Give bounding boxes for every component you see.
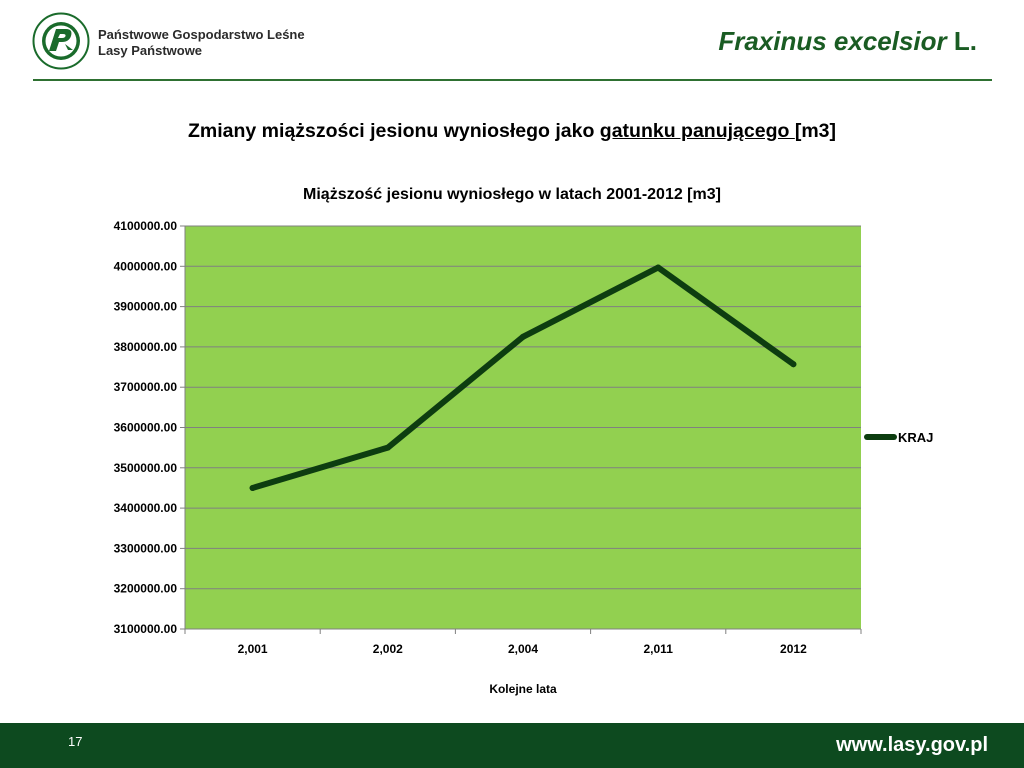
organization-name-line2: Lasy Państwowe bbox=[98, 43, 203, 58]
data-point bbox=[385, 445, 391, 451]
footer-bar bbox=[0, 723, 1024, 768]
x-tick-label: 2012 bbox=[780, 642, 807, 656]
y-tick-label: 3800000.00 bbox=[113, 339, 177, 354]
y-tick-label: 3500000.00 bbox=[113, 460, 177, 475]
x-tick-label: 2,004 bbox=[507, 642, 539, 656]
x-tick-label: 2,002 bbox=[372, 642, 403, 656]
species-latin-name: Fraxinus excelsior bbox=[718, 26, 947, 56]
y-tick-label: 3200000.00 bbox=[113, 581, 177, 596]
data-point bbox=[520, 334, 526, 340]
slide-title-underlined: gatunku panującego bbox=[599, 120, 795, 142]
page-number: 17 bbox=[68, 734, 83, 749]
x-tick-label: 2,001 bbox=[237, 642, 268, 656]
slide-title-unit: [m3] bbox=[794, 120, 836, 142]
y-tick-label: 3900000.00 bbox=[113, 299, 177, 314]
website-link[interactable]: www.lasy.gov.pl bbox=[836, 734, 988, 756]
x-axis-label: Kolejne lata bbox=[489, 682, 557, 696]
y-tick-label: 3400000.00 bbox=[113, 501, 177, 516]
data-point bbox=[790, 361, 796, 367]
data-point bbox=[655, 265, 661, 271]
x-tick-label: 2,011 bbox=[643, 642, 673, 656]
y-tick-label: 4000000.00 bbox=[113, 259, 177, 274]
legend-label: KRAJ bbox=[898, 430, 934, 445]
y-tick-label: 3600000.00 bbox=[113, 420, 177, 435]
slide-title-main: Zmiany miąższości jesionu wyniosłego jako bbox=[188, 120, 600, 142]
chart-title: Miąższość jesionu wyniosłego w latach 2001-2012 [m3] bbox=[303, 186, 721, 203]
species-author-abbrev: L. bbox=[946, 26, 977, 56]
y-tick-label: 3100000.00 bbox=[113, 622, 177, 636]
data-point bbox=[250, 485, 256, 491]
y-tick-label: 4100000.00 bbox=[113, 219, 177, 233]
organization-name-line1: Państwowe Gospodarstwo Leśne bbox=[98, 27, 305, 42]
y-tick-label: 3700000.00 bbox=[113, 380, 177, 395]
y-tick-label: 3300000.00 bbox=[113, 541, 177, 556]
